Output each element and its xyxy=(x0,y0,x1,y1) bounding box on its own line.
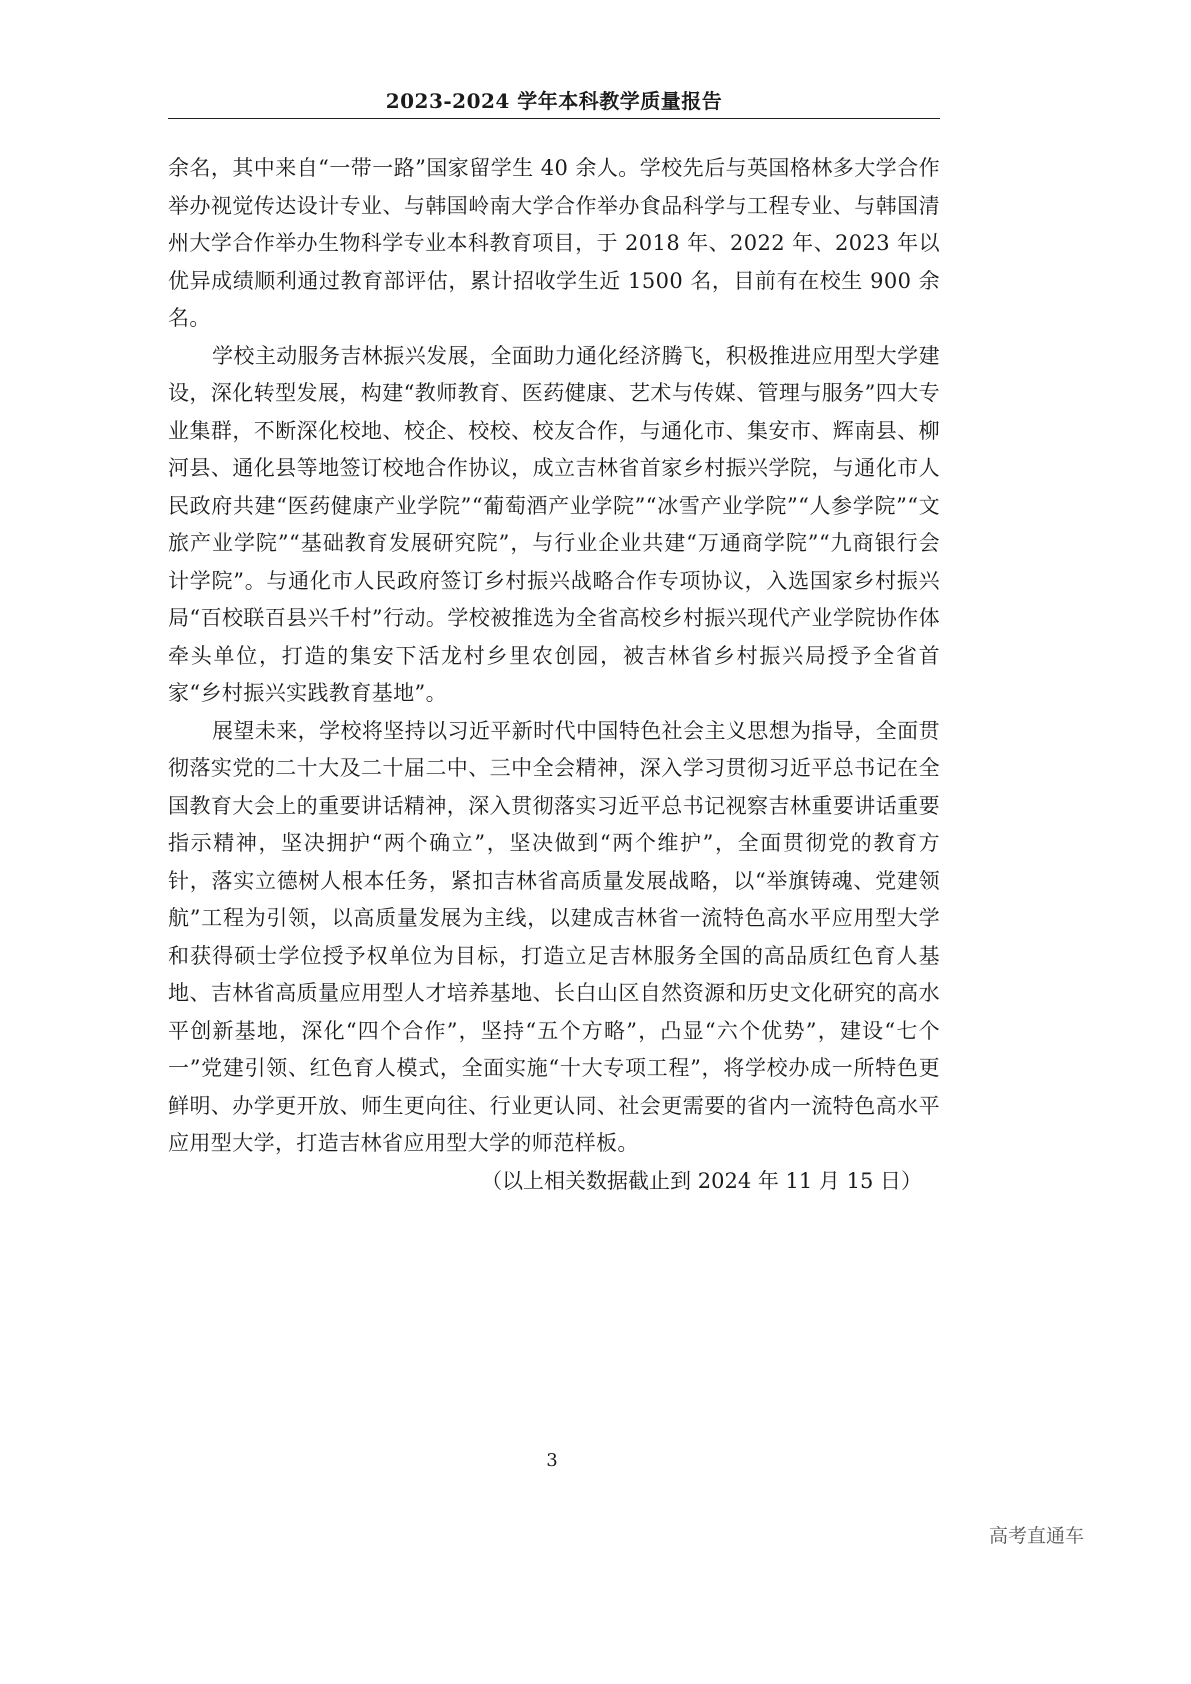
page-number: 3 xyxy=(546,1450,558,1471)
data-cutoff-note: （以上相关数据截止到 2024 年 11 月 15 日） xyxy=(481,1168,922,1193)
header-title: 2023-2024 学年本科教学质量报告 xyxy=(385,89,723,113)
document-body xyxy=(168,150,940,1200)
watermark-text: 高考直通车 xyxy=(988,1525,1084,1547)
paragraph-continuation: 余名，其中来自“一带一路”国家留学生 40 余人。学校先后与英国格林多大学合作举办视觉传达设计专业、与韩国岭南大学合作举办食品科学与工程专业、与韩国清州大学合作举办生物科学专业本科教育项目，于 2018 年、2022 年、2023 年以优异成绩顺利通过教育部评估，累计招收学生近 1500 名，目前有在校生 900 余名。 xyxy=(168,156,940,330)
paragraph-outlook: 展望未来，学校将坚持以习近平新时代中国特色社会主义思想为指导，全面贯彻落实党的二十大及二十届二中、三中全会精神，深入学习贯彻习近平总书记在全国教育大会上的重要讲话精神，深入贯彻落实习近平总书记视察吉林重要讲话重要指示精神，坚决拥护“两个确立”，坚决做到“两个维护”，全面贯彻党的教育方针，落实立德树人根本任务，紧扣吉林省高质量发展战略，以“举旗铸魂、党建领航”工程为引领，以高质量发展为主线，以建成吉林省一流特色高水平应用型大学和获得硕士学位授予权单位为目标，打造立足吉林服务全国的高品质红色育人基地、吉林省高质量应用型人才培养基地、长白山区自然资源和历史文化研究的高水平创新基地，深化“四个合作”，坚持“五个方略”，凸显“六个优势”，建设“七个一”党建引领、红色育人模式，全面实施“十大专项工程”，将学校办成一所特色更鲜明、办学更开放、师生更向往、行业更认同、社会更需要的省内一流特色高水平应用型大学，打造吉林省应用型大学的师范样板。 xyxy=(168,718,940,1155)
page-header xyxy=(168,84,940,119)
paragraph-development: 学校主动服务吉林振兴发展，全面助力通化经济腾飞，积极推进应用型大学建设，深化转型发展，构建“教师教育、医药健康、艺术与传媒、管理与服务”四大专业集群，不断深化校地、校企、校校、校友合作，与通化市、集安市、辉南县、柳河县、通化县等地签订校地合作协议，成立吉林省首家乡村振兴学院，与通化市人民政府共建“医药健康产业学院”“葡萄酒产业学院”“冰雪产业学院”“人参学院”“文旅产业学院”“基础教育发展研究院”，与行业企业共建“万通商学院”“九商银行会计学院”。与通化市人民政府签订乡村振兴战略合作专项协议，入选国家乡村振兴局“百校联百县兴千村”行动。学校被推选为全省高校乡村振兴现代产业学院协作体牵头单位，打造的集安下活龙村乡里农创园，被吉林省乡村振兴局授予全省首家“乡村振兴实践教育基地”。 xyxy=(168,343,940,705)
